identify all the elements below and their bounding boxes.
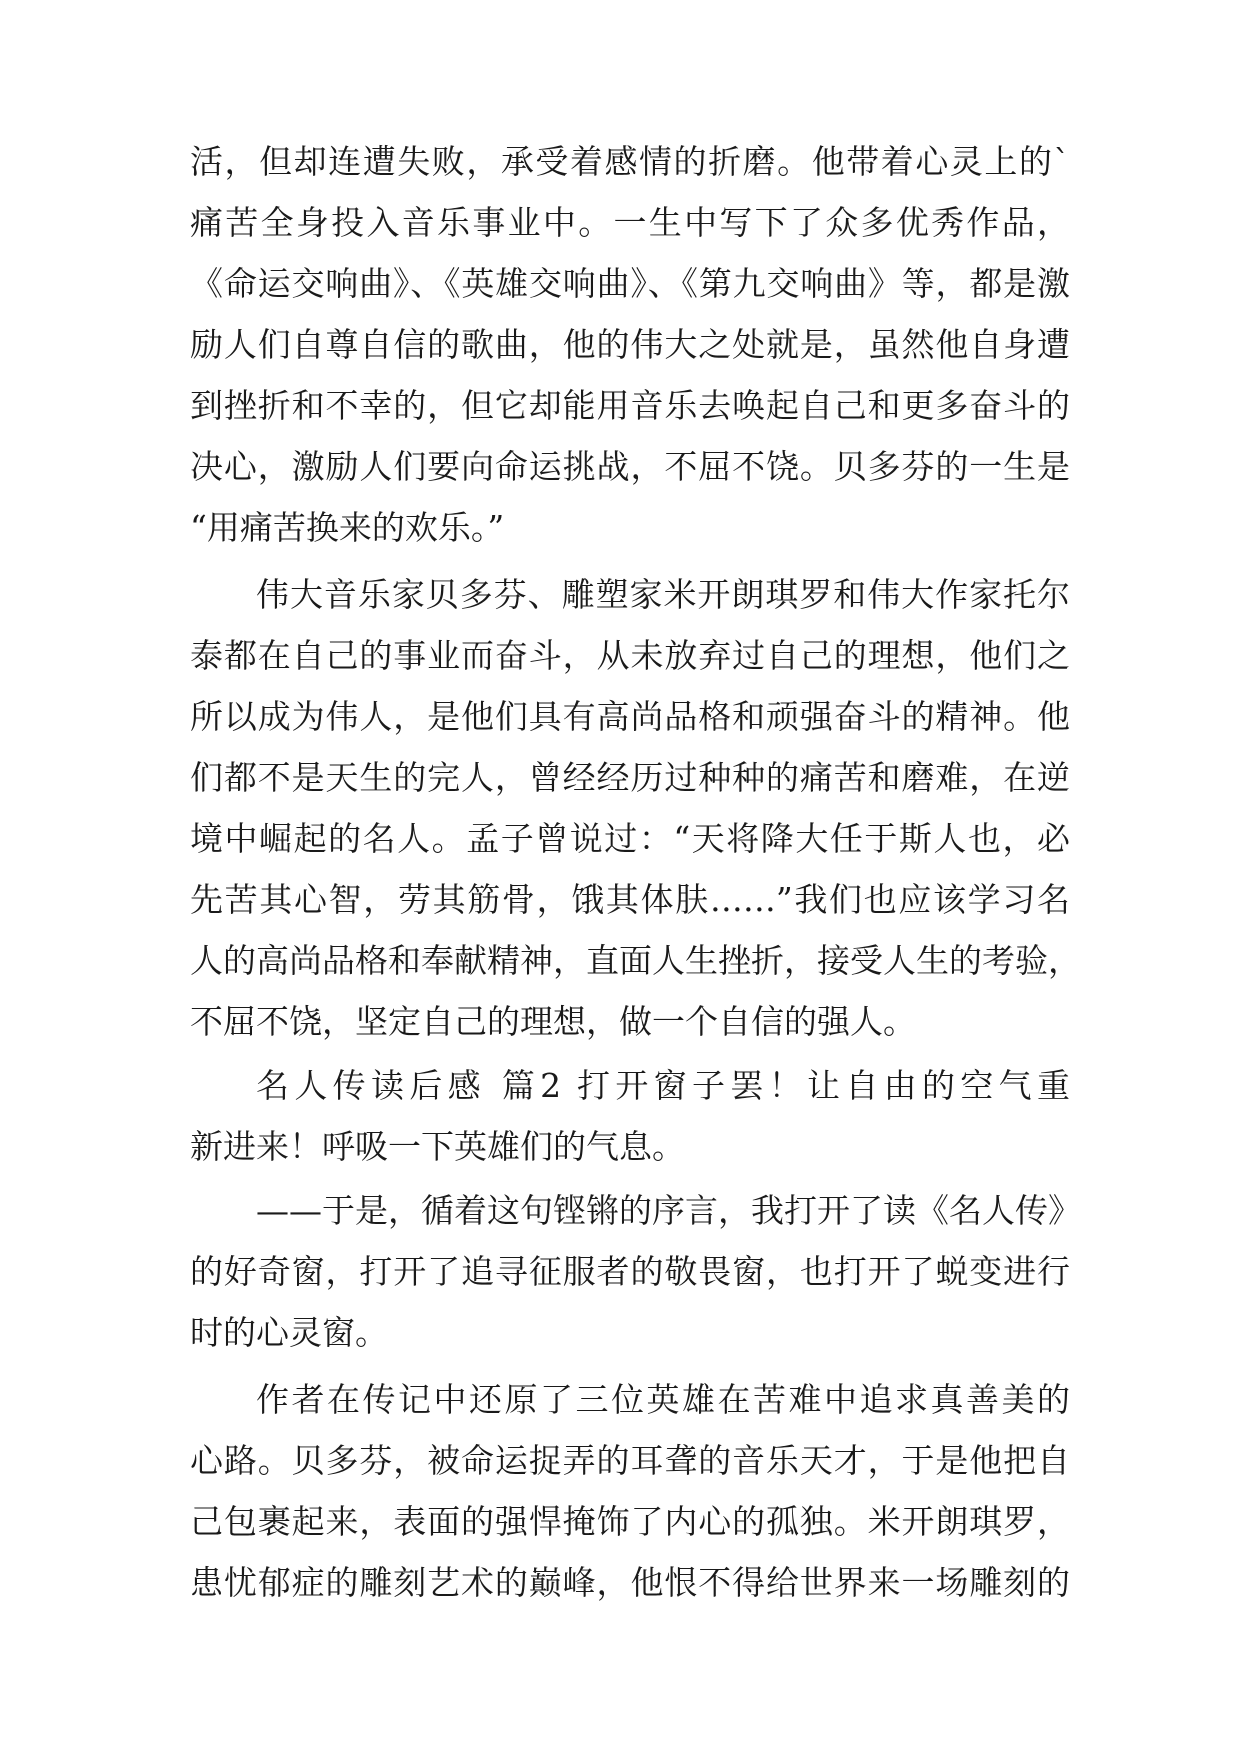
text-line: 己包裹起来，表面的强悍掩饰了内心的孤独。米开朗琪罗，	[190, 1502, 1070, 1541]
text-line: 决心，激励人们要向命运挑战，不屈不饶。贝多芬的一生是	[190, 447, 1070, 486]
text-line: 境中崛起的名人。孟子曾说过：“天将降大任于斯人也，必	[190, 819, 1070, 858]
text-line: 励人们自尊自信的歌曲，他的伟大之处就是，虽然他自身遭	[190, 325, 1070, 364]
text-line: 《命运交响曲》、《英雄交响曲》、《第九交响曲》等，都是激	[190, 264, 1070, 303]
section-heading-line: 名人传读后感 篇2 打开窗子罢！让自由的空气重	[256, 1066, 1070, 1105]
text-line: 痛苦全身投入音乐事业中。一生中写下了众多优秀作品，	[190, 203, 1070, 242]
paragraph-first-line: 伟大音乐家贝多芬、雕塑家米开朗琪罗和伟大作家托尔	[256, 575, 1070, 614]
text-line: 人的高尚品格和奉献精神，直面人生挫折，接受人生的考验，	[190, 941, 1081, 980]
text-line: 时的心灵窗。	[190, 1313, 388, 1352]
text-line: 到挫折和不幸的，但它却能用音乐去唤起自己和更多奋斗的	[190, 386, 1070, 425]
text-line: 所以成为伟人，是他们具有高尚品格和顽强奋斗的精神。他	[190, 697, 1070, 736]
text-line: “用痛苦换来的欢乐。”	[190, 508, 505, 547]
text-line: 们都不是天生的完人，曾经经历过种种的痛苦和磨难，在逆	[190, 758, 1070, 797]
text-line: 的好奇窗，打开了追寻征服者的敬畏窗，也打开了蜕变进行	[190, 1252, 1070, 1291]
text-line: 不屈不饶，坚定自己的理想，做一个自信的强人。	[190, 1002, 916, 1041]
text-line: 先苦其心智，劳其筋骨，饿其体肤……”我们也应该学习名	[190, 880, 1070, 919]
text-line: 心路。贝多芬，被命运捉弄的耳聋的音乐天才，于是他把自	[190, 1441, 1070, 1480]
paragraph-first-line: 作者在传记中还原了三位英雄在苦难中追求真善美的	[256, 1380, 1070, 1419]
paragraph-first-line: ——于是，循着这句铿锵的序言，我打开了读《名人传》	[256, 1191, 1081, 1230]
text-line: 活，但却连遭失败，承受着感情的折磨。他带着心灵上的`	[190, 142, 1070, 181]
text-line: 新进来！呼吸一下英雄们的气息。	[190, 1127, 685, 1166]
text-line: 泰都在自己的事业而奋斗，从未放弃过自己的理想，他们之	[190, 636, 1070, 675]
text-line: 患忧郁症的雕刻艺术的巅峰，他恨不得给世界来一场雕刻的	[190, 1563, 1070, 1602]
